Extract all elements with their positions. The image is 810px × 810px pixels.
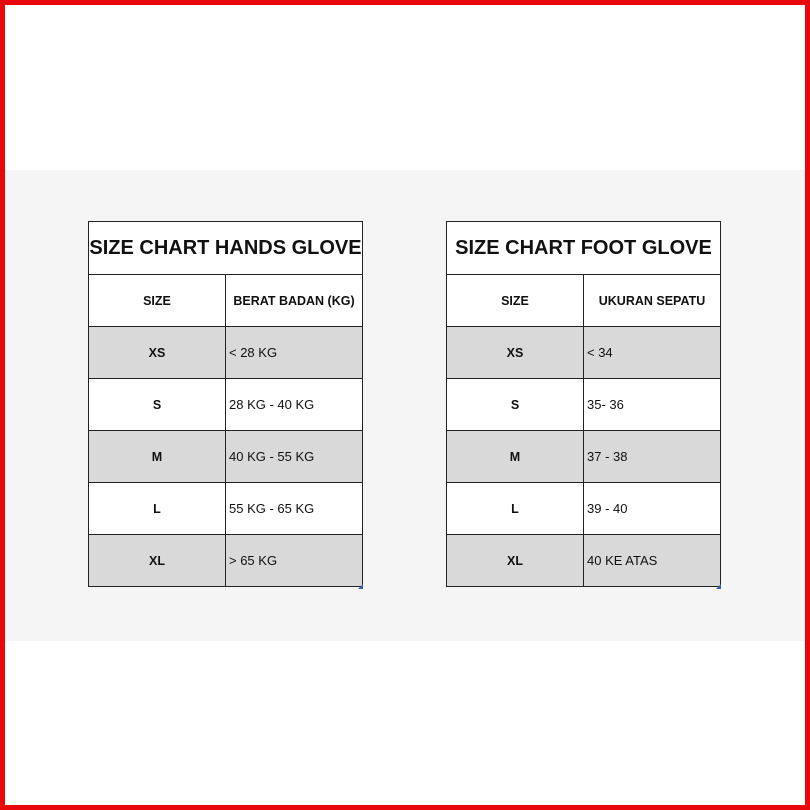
hands-header-size: SIZE [89,275,226,327]
hands-chart-title: SIZE CHART HANDS GLOVE [89,222,363,275]
foot-header-size: SIZE [447,275,584,327]
size-label: XL [447,535,584,587]
table-row [89,379,363,431]
hands-header-weight: BERAT BADAN (KG) [226,275,363,327]
table-row [447,379,721,431]
foot-glove-size-chart [446,221,721,587]
hands-glove-size-chart [88,221,363,587]
weight-value: 40 KG - 55 KG [226,431,363,483]
size-label: S [447,379,584,431]
shoe-size-value: < 34 [584,327,721,379]
weight-value: 28 KG - 40 KG [226,379,363,431]
table-row [447,535,721,587]
table-row [89,327,363,379]
foot-header-shoe-size: UKURAN SEPATU [584,275,721,327]
weight-value: < 28 KG [226,327,363,379]
table-row [447,483,721,535]
shoe-size-value: 35- 36 [584,379,721,431]
table-row [89,535,363,587]
weight-value: 55 KG - 65 KG [226,483,363,535]
table-row [89,431,363,483]
table-row [447,431,721,483]
table-row [89,483,363,535]
size-label: S [89,379,226,431]
size-label: XS [89,327,226,379]
shoe-size-value: 37 - 38 [584,431,721,483]
size-label: M [447,431,584,483]
size-label: M [89,431,226,483]
foot-chart-title: SIZE CHART FOOT GLOVE [447,222,721,275]
size-label: L [89,483,226,535]
size-label: XS [447,327,584,379]
size-label: L [447,483,584,535]
table-row [447,327,721,379]
size-label: XL [89,535,226,587]
shoe-size-value: 39 - 40 [584,483,721,535]
shoe-size-value: 40 KE ATAS [584,535,721,587]
weight-value: > 65 KG [226,535,363,587]
